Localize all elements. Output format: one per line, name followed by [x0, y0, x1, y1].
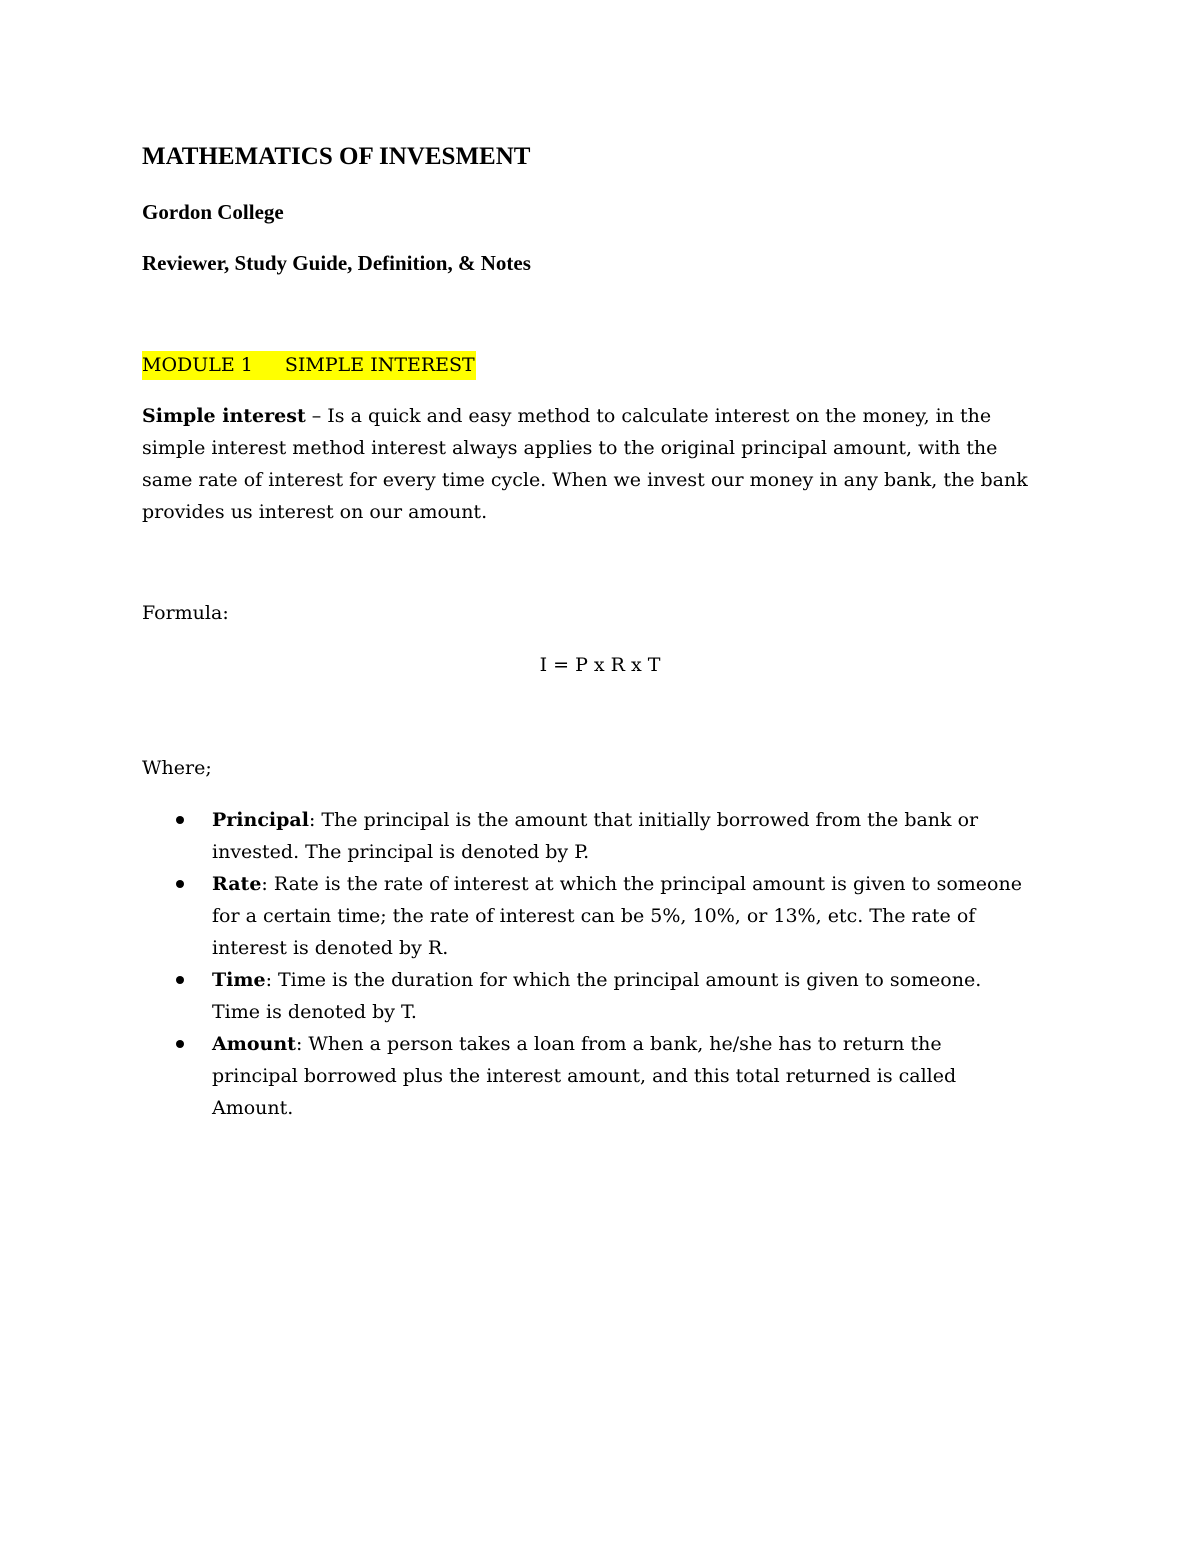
- bullet-icon: [176, 1040, 184, 1048]
- definition-term: Simple interest: [142, 405, 306, 427]
- term-text: : The principal is the amount that initially borrowed from the bank or: [308, 809, 979, 831]
- term-name: Rate: [212, 873, 262, 895]
- document-title: MATHEMATICS OF INVESMENT: [142, 143, 531, 170]
- term-text: : Rate is the rate of interest at which the principal amount is given to someone: [261, 873, 1022, 895]
- bullet-icon: [176, 976, 184, 984]
- formula-expression: I = P x R x T: [539, 654, 661, 676]
- bullet-icon: [176, 880, 184, 888]
- formula-label: Formula:: [142, 602, 229, 624]
- term-line: for a certain time; the rate of interest can be 5%, 10%, or 13%, etc. The rate of: [212, 905, 976, 927]
- definition-line: same rate of interest for every time cycle. When we invest our money in any bank, the bank: [142, 469, 1028, 491]
- term-line: [212, 804, 1082, 836]
- term-line: invested. The principal is denoted by P.: [212, 841, 590, 863]
- term-name: Principal: [212, 809, 309, 831]
- term-line: [212, 964, 1082, 996]
- term-name: Time: [212, 969, 266, 991]
- list-item-amount: [142, 1028, 1082, 1124]
- module-name: SIMPLE INTEREST: [284, 354, 475, 376]
- term-line: [212, 868, 1082, 900]
- definition-text: – Is a quick and easy method to calculate interest on the money, in the: [305, 405, 992, 427]
- term-text: : When a person takes a loan from a bank, he/she has to return the: [295, 1033, 942, 1055]
- term-line: principal borrowed plus the interest amount, and this total returned is called: [212, 1065, 957, 1087]
- variable-definitions-list: [142, 804, 1082, 1124]
- list-item-time: [142, 964, 1082, 1028]
- module-number: MODULE 1: [142, 354, 253, 376]
- definition-line: simple interest method interest always applies to the original principal amount, with the: [142, 437, 998, 459]
- document-subtitle: Reviewer, Study Guide, Definition, & Notes: [142, 251, 531, 275]
- module-heading: [142, 351, 476, 380]
- where-label: Where;: [142, 757, 212, 779]
- definition-line: provides us interest on our amount.: [142, 501, 488, 523]
- bullet-icon: [176, 816, 184, 824]
- institution-name: Gordon College: [142, 200, 284, 224]
- term-line: Time is denoted by T.: [212, 1001, 417, 1023]
- list-item-rate: [142, 868, 1082, 964]
- term-line: Amount.: [212, 1097, 294, 1119]
- term-line: [212, 1028, 1082, 1060]
- term-text: : Time is the duration for which the principal amount is given to someone.: [265, 969, 982, 991]
- definition-line: [142, 400, 1062, 432]
- list-item-principal: [142, 804, 1082, 868]
- simple-interest-definition: [142, 400, 1062, 528]
- term-line: interest is denoted by R.: [212, 937, 449, 959]
- term-name: Amount: [212, 1033, 296, 1055]
